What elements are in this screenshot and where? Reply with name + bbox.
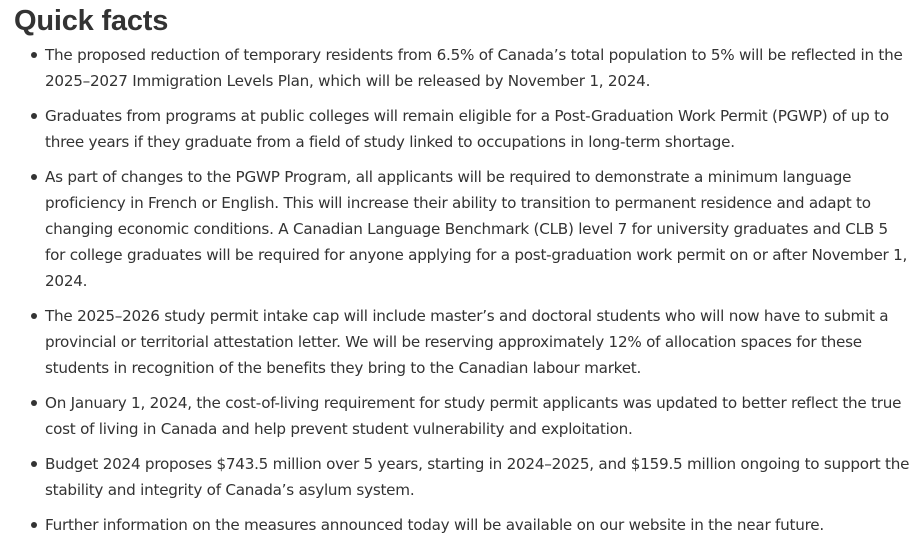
section-title: Quick facts [14, 5, 169, 37]
list-item [14, 390, 910, 442]
list-item [14, 451, 910, 503]
fact-text: Graduates from programs at public colleges will remain eligible for a Post-Graduation Work Permit (PGWP) of up to three years if they graduate from a field of study linked to occupations in long-term shortage. [45, 107, 889, 151]
list-item [14, 42, 910, 94]
fact-text: The proposed reduction of temporary residents from 6.5% of Canada’s total population to 5% will be reflected in the 2025–2027 Immigration Levels Plan, which will be released by November 1, 2024. [45, 46, 903, 90]
list-item [14, 103, 910, 155]
bullet-icon [31, 522, 37, 528]
fact-text: On January 1, 2024, the cost-of-living requirement for study permit applicants was updated to better reflect the true cost of living in Canada and help prevent student vulnerability and exploitation. [45, 394, 902, 438]
fact-text: Further information on the measures announced today will be available on our website in the near future. [45, 516, 824, 534]
list-item [14, 512, 910, 538]
bullet-icon [31, 52, 37, 58]
bullet-icon [31, 400, 37, 406]
list-item [14, 164, 910, 294]
list-item [14, 303, 910, 381]
bullet-icon [31, 174, 37, 180]
quick-facts-list [14, 42, 910, 538]
fact-text: Budget 2024 proposes $743.5 million over 5 years, starting in 2024–2025, and $159.5 million ongoing to support the stability and integrity of Canada’s asylum system. [45, 455, 910, 499]
bullet-icon [31, 461, 37, 467]
fact-text: The 2025–2026 study permit intake cap will include master’s and doctoral students who will now have to submit a provincial or territorial attestation letter. We will be reserving approximately 12% of allocation spaces for these students in recognition of the benefits they bring to the Canadian labour market. [45, 307, 889, 377]
bullet-icon [31, 313, 37, 319]
fact-text: As part of changes to the PGWP Program, all applicants will be required to demonstrate a minimum language proficiency in French or English. This will increase their ability to transition to permanent residence and adapt to changing economic conditions. A Canadian Language Benchmark (CLB) level 7 for university graduates and CLB 5 for college graduates will be required for anyone applying for a post-graduation work permit on or after November 1, 2024. [45, 168, 908, 290]
bullet-icon [31, 113, 37, 119]
